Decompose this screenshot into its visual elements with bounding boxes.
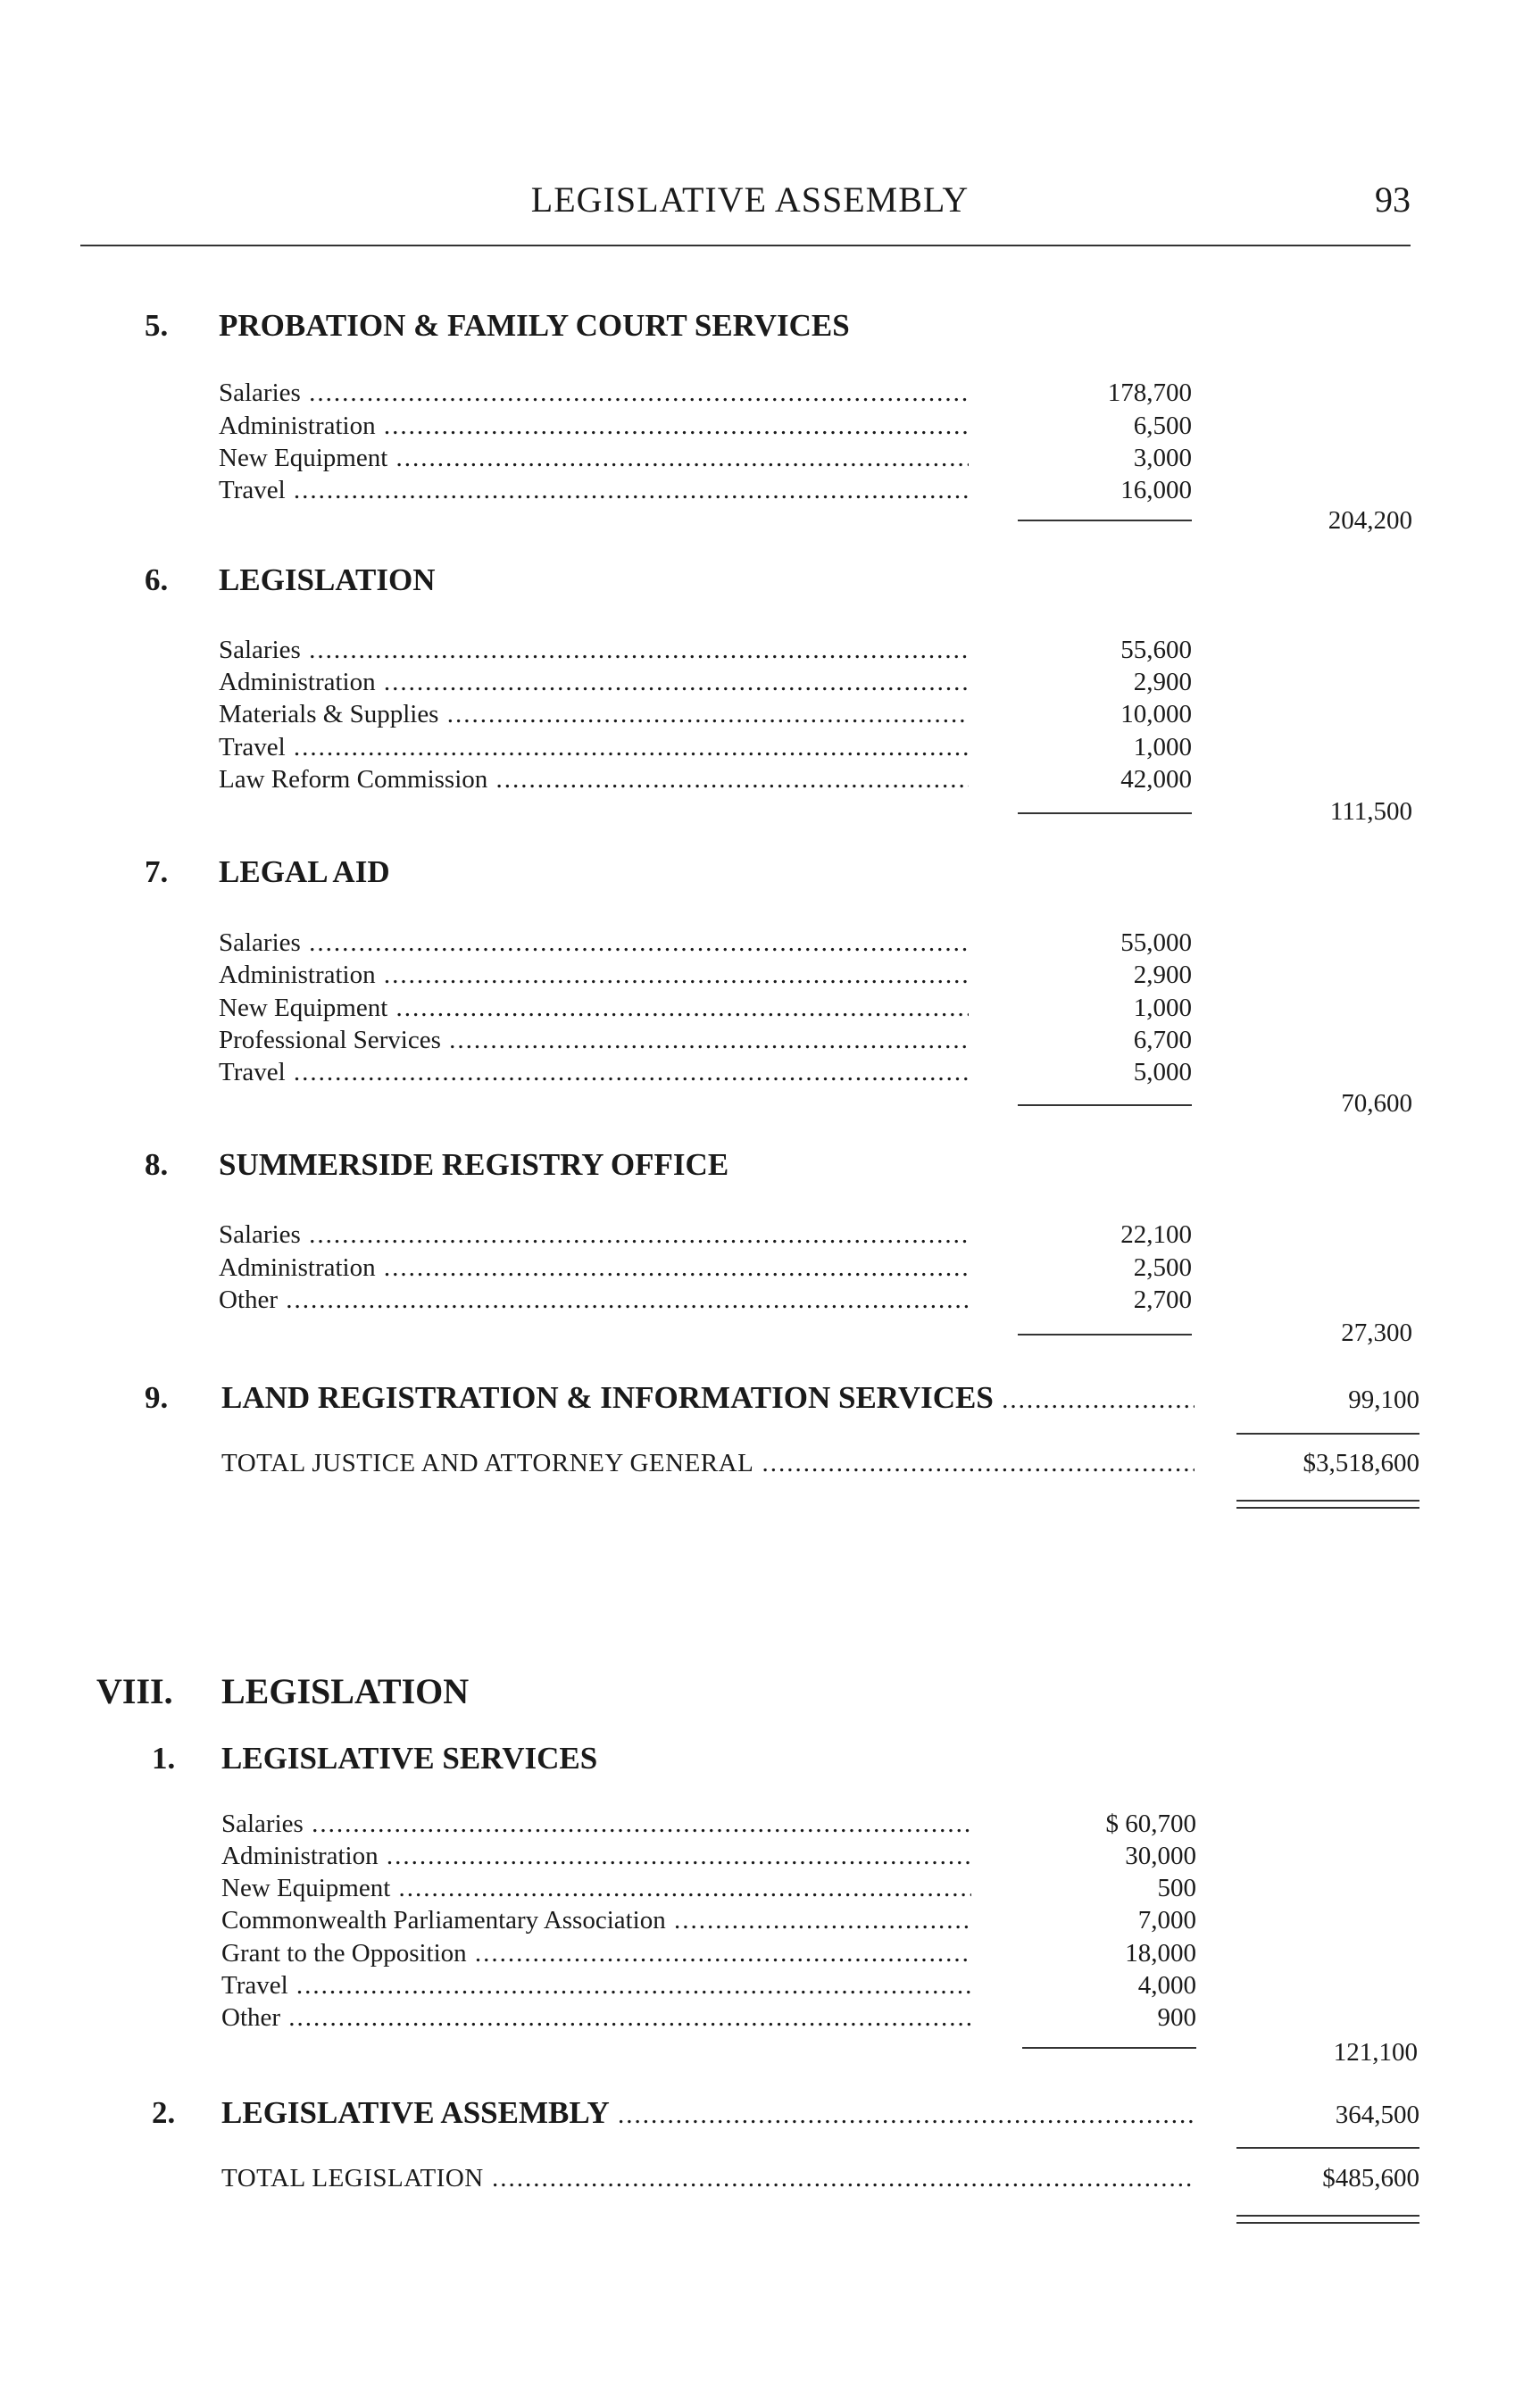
double-rule-total-justice xyxy=(1236,1500,1419,1509)
line-item xyxy=(219,476,1192,508)
part-title: LEGISLATION xyxy=(221,1671,470,1711)
line-item-label: Administration ..... xyxy=(221,1842,971,1871)
section-viii-2-title: LEGISLATIVE ASSEMBLY ..... xyxy=(221,2095,1195,2131)
line-item-label: Law Reform Commission ..... xyxy=(219,765,969,795)
line-item xyxy=(219,1026,1192,1058)
line-item-label: Salaries ..... xyxy=(221,1810,971,1839)
line-item-amount: 178,700 xyxy=(1107,379,1192,407)
line-item xyxy=(221,2003,1196,2035)
section-5-number: 5. xyxy=(145,308,169,343)
line-item-amount: 7,000 xyxy=(1137,1906,1196,1935)
section-9-title: LAND REGISTRATION & INFORMATION SERVICES ..... xyxy=(221,1380,1195,1416)
section-total: 204,200 xyxy=(1328,506,1412,535)
line-item xyxy=(219,668,1192,700)
line-item-amount: 10,000 xyxy=(1120,700,1192,728)
line-item xyxy=(219,1058,1192,1090)
line-item-label: Salaries ..... xyxy=(219,379,969,408)
section-7-title: LEGAL AID xyxy=(219,854,390,889)
total-legislation-line xyxy=(221,2164,1419,2200)
line-item-amount: $ 60,700 xyxy=(1105,1810,1196,1838)
line-item xyxy=(221,1842,1196,1874)
section-viii-1-number: 1. xyxy=(152,1741,176,1776)
line-item-amount: 1,000 xyxy=(1133,733,1192,761)
page-number: 93 xyxy=(1375,179,1411,220)
line-item-label: Grant to the Opposition ..... xyxy=(221,1939,971,1968)
running-title: LEGISLATIVE ASSEMBLY xyxy=(530,179,970,220)
line-item-label: Travel ..... xyxy=(219,476,969,505)
line-item-label: Salaries ..... xyxy=(219,636,969,665)
line-item-label: Salaries ..... xyxy=(219,1220,969,1250)
section-9-amount: 99,100 xyxy=(1348,1385,1419,1414)
line-item-amount: 22,100 xyxy=(1120,1220,1192,1249)
total-legislation-label: TOTAL LEGISLATION ..... xyxy=(221,2164,1195,2193)
section-total: 70,600 xyxy=(1341,1089,1412,1118)
line-item xyxy=(219,928,1192,961)
line-item-amount: 18,000 xyxy=(1125,1939,1196,1968)
line-item-amount: 900 xyxy=(1157,2003,1196,2032)
line-item xyxy=(219,444,1192,476)
section-9-line xyxy=(221,1380,1419,1416)
section-7-number: 7. xyxy=(145,854,169,889)
line-item-label: Administration ..... xyxy=(219,961,969,990)
line-item-label: Administration ..... xyxy=(219,412,969,441)
section-8-number: 8. xyxy=(145,1147,169,1182)
line-item xyxy=(219,1286,1192,1318)
line-item-amount: 55,000 xyxy=(1120,928,1192,957)
total-justice-line xyxy=(221,1449,1419,1485)
line-item xyxy=(219,1220,1192,1252)
line-item xyxy=(219,994,1192,1026)
line-item-label: Travel ..... xyxy=(219,1058,969,1087)
line-item xyxy=(219,1253,1192,1286)
line-item-label: Other ..... xyxy=(221,2003,971,2033)
line-item-amount: 55,600 xyxy=(1120,636,1192,664)
section-total: 27,300 xyxy=(1341,1319,1412,1347)
line-item-amount: 1,000 xyxy=(1133,994,1192,1022)
line-item xyxy=(221,1971,1196,2003)
line-item xyxy=(221,1906,1196,1938)
section-total: 111,500 xyxy=(1329,797,1412,826)
rule-after-legislative-assembly xyxy=(1236,2147,1419,2149)
line-item-amount: 2,700 xyxy=(1133,1286,1192,1314)
line-item-label: Administration ..... xyxy=(219,668,969,697)
line-item-amount: 2,900 xyxy=(1133,668,1192,696)
line-item-label: Travel ..... xyxy=(221,1971,971,2001)
line-item-label: New Equipment ..... xyxy=(219,994,969,1023)
total-justice-amount: $3,518,600 xyxy=(1303,1449,1419,1477)
line-item-label: Administration ..... xyxy=(219,1253,969,1283)
line-item-label: Commonwealth Parliamentary Association ..... xyxy=(221,1906,971,1935)
section-5-title: PROBATION & FAMILY COURT SERVICES xyxy=(219,308,850,343)
section-viii-2-line xyxy=(221,2095,1419,2131)
line-item xyxy=(219,379,1192,411)
line-item xyxy=(221,1810,1196,1842)
total-justice-label: TOTAL JUSTICE AND ATTORNEY GENERAL ..... xyxy=(221,1449,1195,1478)
section-8-title: SUMMERSIDE REGISTRY OFFICE xyxy=(219,1147,729,1182)
line-item xyxy=(219,961,1192,993)
line-item-label: Salaries ..... xyxy=(219,928,969,958)
line-item xyxy=(221,1874,1196,1906)
line-item-amount: 3,000 xyxy=(1133,444,1192,472)
section-6-title: LEGISLATION xyxy=(219,562,436,597)
line-item-label: Travel ..... xyxy=(219,733,969,762)
line-item xyxy=(219,765,1192,797)
rule-after-section-9 xyxy=(1236,1433,1419,1435)
line-item-amount: 2,500 xyxy=(1133,1253,1192,1282)
line-item-amount: 16,000 xyxy=(1120,476,1192,504)
section-viii-2-number: 2. xyxy=(152,2095,176,2130)
section-6-number: 6. xyxy=(145,562,169,597)
section-9-number: 9. xyxy=(145,1380,169,1415)
line-item-label: Materials & Supplies ..... xyxy=(219,700,969,729)
legislative-services-total: 121,100 xyxy=(1333,2038,1418,2067)
line-item-label: New Equipment ..... xyxy=(219,444,969,473)
line-item xyxy=(219,733,1192,765)
line-item-amount: 30,000 xyxy=(1125,1842,1196,1870)
section-viii-2-amount: 364,500 xyxy=(1335,2101,1419,2129)
section-viii-1-title: LEGISLATIVE SERVICES xyxy=(221,1741,598,1776)
line-item xyxy=(219,636,1192,668)
line-item xyxy=(219,412,1192,444)
line-item-amount: 500 xyxy=(1157,1874,1196,1902)
line-item-label: Professional Services ..... xyxy=(219,1026,969,1055)
line-item-label: New Equipment ..... xyxy=(221,1874,971,1903)
line-item-label: Other ..... xyxy=(219,1286,969,1315)
line-item-amount: 42,000 xyxy=(1120,765,1192,794)
line-item-amount: 6,500 xyxy=(1133,412,1192,440)
page-header xyxy=(89,179,1411,232)
line-item xyxy=(219,700,1192,732)
part-number: VIII. xyxy=(96,1671,173,1711)
line-item-amount: 4,000 xyxy=(1137,1971,1196,2000)
line-item-amount: 2,900 xyxy=(1133,961,1192,989)
header-rule xyxy=(80,245,1411,246)
line-item xyxy=(221,1939,1196,1971)
double-rule-total-legislation xyxy=(1236,2215,1419,2224)
line-item-amount: 5,000 xyxy=(1133,1058,1192,1086)
line-item-amount: 6,700 xyxy=(1133,1026,1192,1054)
total-legislation-amount: $485,600 xyxy=(1322,2164,1419,2192)
